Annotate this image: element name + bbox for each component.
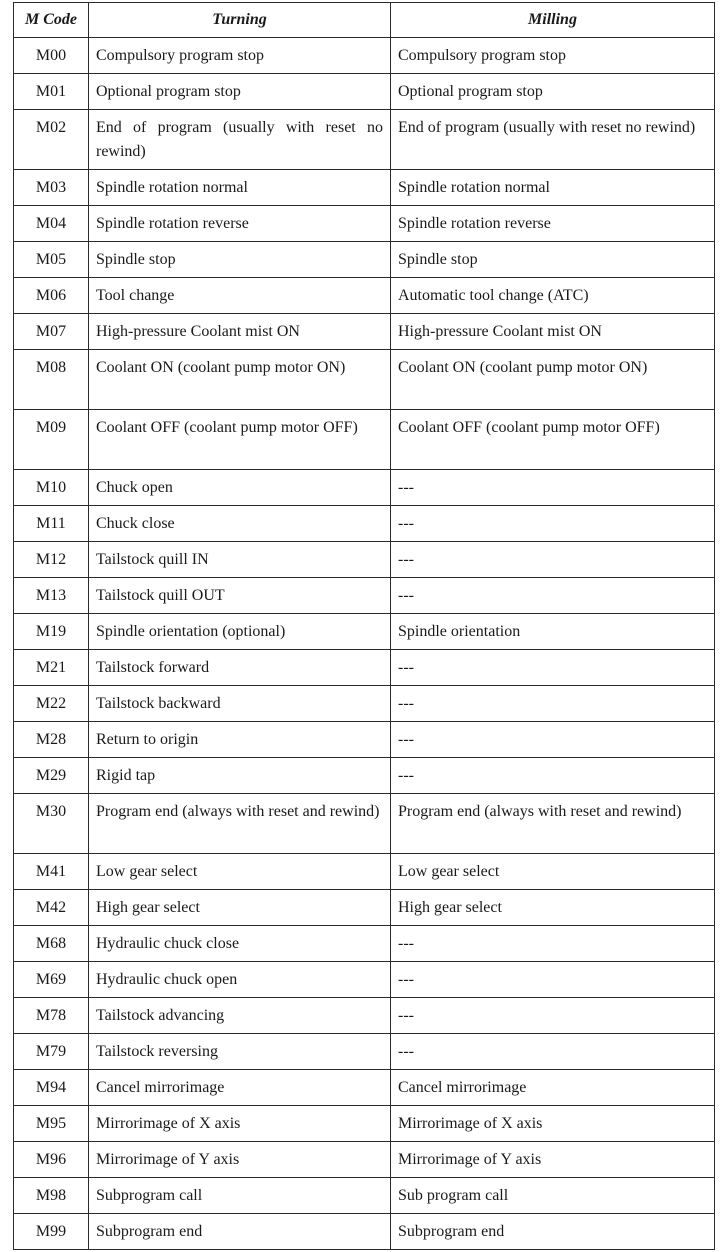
table-row: [14, 1070, 715, 1106]
table-row: [14, 542, 715, 578]
table-row: [14, 962, 715, 998]
table-row: [14, 890, 715, 926]
table-row: [14, 614, 715, 650]
m-code-cell: M68: [14, 926, 89, 962]
turning-cell: Return to origin: [89, 722, 391, 758]
milling-cell: ---: [391, 470, 715, 506]
milling-cell: ---: [391, 722, 715, 758]
m-code-cell: M94: [14, 1070, 89, 1106]
turning-cell: High-pressure Coolant mist ON: [89, 314, 391, 350]
table-row: [14, 1106, 715, 1142]
turning-cell: Cancel mirrorimage: [89, 1070, 391, 1106]
table-row: [14, 722, 715, 758]
turning-cell: Program end (always with reset and rewind): [89, 794, 391, 854]
m-code-cell: M99: [14, 1214, 89, 1250]
milling-cell: Coolant ON (coolant pump motor ON): [391, 350, 715, 410]
milling-cell: ---: [391, 926, 715, 962]
turning-cell: Subprogram end: [89, 1214, 391, 1250]
header-turning: Turning: [89, 3, 391, 38]
turning-cell: Spindle orientation (optional): [89, 614, 391, 650]
m-code-cell: M30: [14, 794, 89, 854]
milling-cell: ---: [391, 758, 715, 794]
m-code-cell: M28: [14, 722, 89, 758]
milling-cell: Sub program call: [391, 1178, 715, 1214]
table-row: [14, 314, 715, 350]
turning-cell: High gear select: [89, 890, 391, 926]
milling-cell: Mirrorimage of Y axis: [391, 1142, 715, 1178]
turning-cell: Chuck open: [89, 470, 391, 506]
milling-cell: High gear select: [391, 890, 715, 926]
turning-cell: End of program (usually with reset no rewind): [89, 110, 391, 170]
m-code-cell: M13: [14, 578, 89, 614]
turning-cell: Optional program stop: [89, 74, 391, 110]
m-code-cell: M08: [14, 350, 89, 410]
m-code-cell: M42: [14, 890, 89, 926]
m-code-cell: M09: [14, 410, 89, 470]
table-row: [14, 278, 715, 314]
turning-cell: Hydraulic chuck open: [89, 962, 391, 998]
milling-cell: Mirrorimage of X axis: [391, 1106, 715, 1142]
table-row: [14, 758, 715, 794]
m-code-cell: M78: [14, 998, 89, 1034]
m-code-cell: M29: [14, 758, 89, 794]
table-row: [14, 506, 715, 542]
table-row: [14, 110, 715, 170]
m-code-cell: M00: [14, 38, 89, 74]
header-m-code: M Code: [14, 3, 89, 38]
table-row: [14, 1214, 715, 1250]
milling-cell: Spindle rotation normal: [391, 170, 715, 206]
table-row: [14, 170, 715, 206]
m-code-cell: M95: [14, 1106, 89, 1142]
turning-cell: Tailstock advancing: [89, 998, 391, 1034]
m-code-cell: M12: [14, 542, 89, 578]
milling-cell: Cancel mirrorimage: [391, 1070, 715, 1106]
milling-cell: ---: [391, 506, 715, 542]
m-code-cell: M98: [14, 1178, 89, 1214]
m-code-table: [13, 2, 715, 1250]
m-code-cell: M69: [14, 962, 89, 998]
milling-cell: ---: [391, 998, 715, 1034]
m-code-cell: M11: [14, 506, 89, 542]
turning-cell: Subprogram call: [89, 1178, 391, 1214]
m-code-cell: M06: [14, 278, 89, 314]
m-code-cell: M07: [14, 314, 89, 350]
table-row: [14, 38, 715, 74]
turning-cell: Spindle rotation reverse: [89, 206, 391, 242]
table-row: [14, 206, 715, 242]
milling-cell: Subprogram end: [391, 1214, 715, 1250]
table-row: [14, 350, 715, 410]
table-body: [14, 38, 715, 1250]
milling-cell: Automatic tool change (ATC): [391, 278, 715, 314]
turning-cell: Tailstock quill IN: [89, 542, 391, 578]
m-code-cell: M21: [14, 650, 89, 686]
table-header: [14, 3, 715, 38]
turning-cell: Tailstock reversing: [89, 1034, 391, 1070]
milling-cell: ---: [391, 686, 715, 722]
table-row: [14, 578, 715, 614]
table-row: [14, 1034, 715, 1070]
turning-cell: Tailstock backward: [89, 686, 391, 722]
milling-cell: High-pressure Coolant mist ON: [391, 314, 715, 350]
table-row: [14, 1142, 715, 1178]
m-code-cell: M02: [14, 110, 89, 170]
turning-cell: Compulsory program stop: [89, 38, 391, 74]
milling-cell: End of program (usually with reset no rewind): [391, 110, 715, 170]
turning-cell: Tool change: [89, 278, 391, 314]
table-row: [14, 854, 715, 890]
turning-cell: Coolant OFF (coolant pump motor OFF): [89, 410, 391, 470]
table-row: [14, 686, 715, 722]
turning-cell: Hydraulic chuck close: [89, 926, 391, 962]
table-row: [14, 74, 715, 110]
table-row: [14, 926, 715, 962]
milling-cell: Spindle orientation: [391, 614, 715, 650]
turning-cell: Low gear select: [89, 854, 391, 890]
m-code-cell: M96: [14, 1142, 89, 1178]
milling-cell: ---: [391, 1034, 715, 1070]
turning-cell: Tailstock quill OUT: [89, 578, 391, 614]
m-code-cell: M05: [14, 242, 89, 278]
milling-cell: Low gear select: [391, 854, 715, 890]
turning-cell: Spindle rotation normal: [89, 170, 391, 206]
table-row: [14, 650, 715, 686]
m-code-cell: M03: [14, 170, 89, 206]
table-row: [14, 1178, 715, 1214]
milling-cell: Coolant OFF (coolant pump motor OFF): [391, 410, 715, 470]
m-code-cell: M04: [14, 206, 89, 242]
table-row: [14, 410, 715, 470]
milling-cell: Compulsory program stop: [391, 38, 715, 74]
m-code-cell: M01: [14, 74, 89, 110]
milling-cell: Spindle rotation reverse: [391, 206, 715, 242]
turning-cell: Spindle stop: [89, 242, 391, 278]
milling-cell: ---: [391, 962, 715, 998]
turning-cell: Coolant ON (coolant pump motor ON): [89, 350, 391, 410]
header-row: [14, 3, 715, 38]
turning-cell: Rigid tap: [89, 758, 391, 794]
turning-cell: Tailstock forward: [89, 650, 391, 686]
header-milling: Milling: [391, 3, 715, 38]
m-code-cell: M19: [14, 614, 89, 650]
m-code-cell: M22: [14, 686, 89, 722]
turning-cell: Chuck close: [89, 506, 391, 542]
m-code-cell: M79: [14, 1034, 89, 1070]
table-row: [14, 470, 715, 506]
milling-cell: ---: [391, 650, 715, 686]
table-row: [14, 242, 715, 278]
m-code-cell: M10: [14, 470, 89, 506]
milling-cell: Optional program stop: [391, 74, 715, 110]
m-code-cell: M41: [14, 854, 89, 890]
table-row: [14, 794, 715, 854]
table-row: [14, 998, 715, 1034]
milling-cell: Spindle stop: [391, 242, 715, 278]
turning-cell: Mirrorimage of X axis: [89, 1106, 391, 1142]
milling-cell: Program end (always with reset and rewind): [391, 794, 715, 854]
turning-cell: Mirrorimage of Y axis: [89, 1142, 391, 1178]
milling-cell: ---: [391, 578, 715, 614]
milling-cell: ---: [391, 542, 715, 578]
